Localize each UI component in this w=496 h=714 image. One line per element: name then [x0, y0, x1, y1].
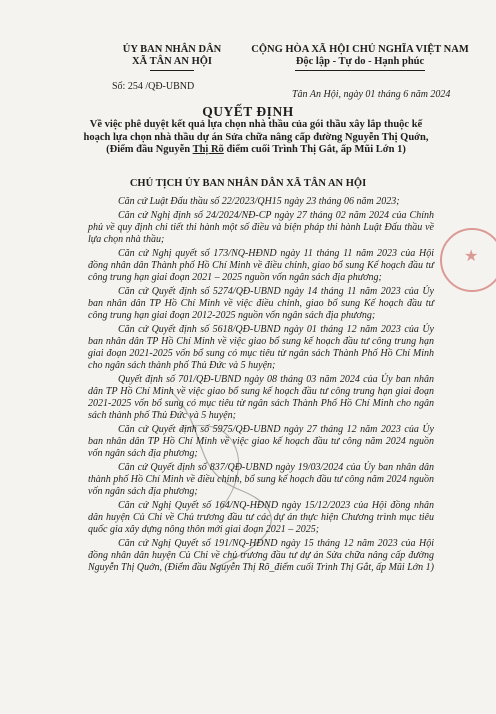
body-paragraph: Quyết định số 701/QĐ-UBND ngày 08 tháng 03 năm 2024 của Ủy ban nhân dân TP Hồ Chí Minh về việc giao bổ sung kế hoạch đầu tư công trung hạn giai đoạn 2021-2025 vốn bổ sung có mục tiêu từ ngân sách Thành Phố Hồ Chí Minh cho ngân sách thành phố Thủ Đức và 5 huyện;	[88, 374, 434, 421]
body-paragraph: Căn cứ Nghị Quyết số 191/NQ-HĐND ngày 15 tháng 12 năm 2023 của Hội đồng nhân dân huyện Củ Chi về chủ trương đầu tư dự án Sửa chữa nâng cấp đường Nguyễn Thị Quớn, (Điểm đầu Nguyễn Thị Rõ_điểm cuối Trình Thị Gắt, ấp Mũi Lớn 1)	[88, 538, 434, 573]
nation-line-1: CỘNG HÒA XÃ HỘI CHỦ NGHĨA VIỆT NAM	[251, 44, 469, 55]
subject-part-1: Về việc phê duyệt kết quả lựa chọn nhà thầu của gói thầu xây lắp thuộc kế hoạch lựa chọn nhà thầu dự án Sửa chữa nâng cấp đường Nguyễn Thị Quớn, (Điểm đầu Nguyễn	[83, 119, 429, 155]
body-paragraph: Căn cứ Quyết định số 5975/QĐ-UBND ngày 27 tháng 12 năm 2023 của Ủy ban nhân dân TP Hồ Chí Minh về việc giao kế hoạch đầu tư công năm 2024 nguồn vốn ngân sách địa phương;	[88, 424, 434, 459]
nation-underline	[295, 70, 425, 71]
stamp-star-icon: ★	[464, 248, 479, 265]
body-paragraph: Căn cứ Nghị định số 24/2024/NĐ-CP ngày 27 tháng 02 năm 2024 của Chính phủ về quy định chi tiết thi hành một số điều và biện pháp thi hành Luật Đấu thầu về lựa chọn nhà thầu;	[88, 210, 434, 245]
document-number: Số: 254 /QĐ-UBND	[112, 81, 195, 92]
official-stamp	[440, 228, 496, 292]
body-paragraph: Căn cứ Quyết định số 5618/QĐ-UBND ngày 01 tháng 12 năm 2023 của Ủy ban nhân dân TP Hồ Chí Minh về việc giao bổ sung kế hoạch đầu tư công trung hạn giai đoạn 2021-2025 vốn bổ sung có mục tiêu từ ngân sách Thành Phố Hồ Chí Minh cho ngân sách thành phố Thủ Đức và 5 huyện;	[88, 324, 434, 371]
agency-line-1: ỦY BAN NHÂN DÂN	[122, 44, 222, 55]
issuing-authority: CHỦ TỊCH ỦY BAN NHÂN DÂN XÃ TÂN AN HỘI	[129, 178, 367, 189]
nation-motto: Độc lập - Tự do - Hạnh phúc	[295, 56, 425, 67]
body-paragraph: Căn cứ Quyết định số 837/QĐ-UBND ngày 19/03/2024 của Ủy ban nhân dân thành phố Hồ Chí Minh về điều chỉnh, bổ sung kế hoạch đầu tư công năm 2024 nguồn vốn ngân sách địa phương;	[88, 462, 434, 497]
body-paragraph: Căn cứ Luật Đấu thầu số 22/2023/QH15 ngày 23 tháng 06 năm 2023;	[118, 196, 400, 207]
signature-scribble	[150, 370, 300, 590]
body-paragraph: Căn cứ Quyết định số 5274/QĐ-UBND ngày 14 tháng 11 năm 2023 của Ủy ban nhân dân TP Hồ Chí Minh về việc điều chỉnh, giao bổ sung Kế hoạch đầu tư công trung hạn giai đoạn 2012-2025 nguồn vốn ngân sách địa phương;	[88, 286, 434, 321]
document-date: Tân An Hội, ngày 01 tháng 6 năm 2024	[292, 89, 451, 100]
nation-header	[250, 44, 470, 71]
body-paragraph: Căn cứ Nghị quyết số 173/NQ-HĐND ngày 11 tháng 11 năm 2023 của Hội đồng nhân dân Thành phố Hồ Chí Minh về điều chỉnh, giao bổ sung Kế hoạch đầu tư công trung hạn giai đoạn 2021 – 2025 nguồn vốn ngân sách địa phương;	[88, 248, 434, 283]
agency-underline	[150, 70, 194, 71]
agency-header	[82, 44, 262, 71]
subject-part-3: điểm cuối Trình Thị Gắt, ấp Mũi Lớn 1)	[223, 144, 406, 155]
body-paragraph: Căn cứ Nghị Quyết số 164/NQ-HĐND ngày 15/12/2023 của Hội đồng nhân dân huyện Củ Chi về Chủ trương đầu tư các dự án thực hiện Chương trình mục tiêu quốc gia xây dựng nông thôn mới giai đoạn 2021 – 2025;	[88, 500, 434, 535]
agency-line-2: XÃ TÂN AN HỘI	[131, 56, 213, 67]
document-title: QUYẾT ĐỊNH	[202, 104, 294, 119]
document-subject	[80, 119, 432, 157]
subject-part-2: Thị Rõ	[192, 144, 224, 155]
